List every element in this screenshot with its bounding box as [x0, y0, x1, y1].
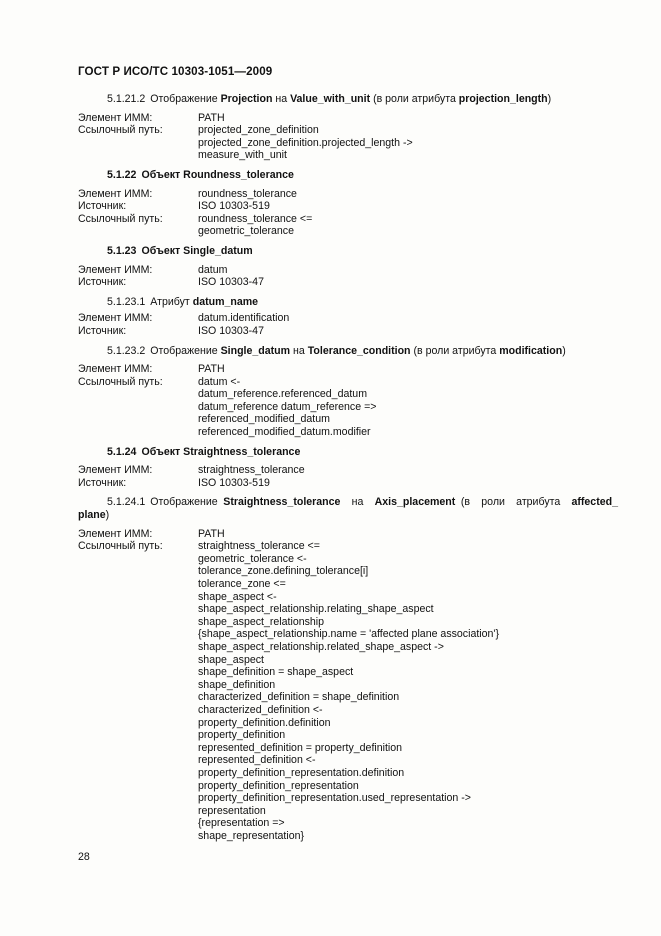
- mapping-row: [78, 188, 618, 201]
- mapping-row: [78, 691, 618, 704]
- field-value: shape_aspect_relationship: [198, 615, 325, 628]
- mapping-row: [78, 805, 618, 818]
- field-label: [78, 754, 198, 767]
- mapping-row: [78, 200, 618, 213]
- field-value: shape_aspect_relationship.relating_shape_aspect: [198, 603, 434, 616]
- mapping-row: [78, 363, 618, 376]
- section-heading: [107, 245, 618, 258]
- section-heading: [107, 446, 618, 459]
- mapping-row: [78, 325, 618, 338]
- section-number: 5.1.21.2: [107, 93, 146, 105]
- field-label: [78, 679, 198, 692]
- mapping-row: [78, 426, 618, 439]
- section-number: 5.1.24: [107, 445, 137, 458]
- field-value: property_definition.definition: [198, 716, 331, 729]
- field-value: PATH: [198, 363, 225, 376]
- field-value: represented_definition <-: [198, 754, 316, 767]
- field-value: datum_reference datum_reference =>: [198, 400, 377, 413]
- field-label: Источник:: [78, 324, 127, 337]
- heading-text: Tolerance_condition: [307, 344, 411, 357]
- heading-text: (в роли атрибута: [410, 344, 500, 357]
- heading-text: Roundness_tolerance: [183, 168, 294, 181]
- field-label: [78, 225, 198, 238]
- field-value: shape_aspect: [198, 653, 264, 666]
- mapping-row: [78, 477, 618, 490]
- field-label: [78, 780, 198, 793]
- section-number: 5.1.23.2: [107, 344, 146, 357]
- heading-text: на: [340, 496, 375, 509]
- field-label: [78, 817, 198, 830]
- heading-text: Value_with_unit: [290, 93, 371, 105]
- mapping-row: [78, 679, 618, 692]
- mapping-row: [78, 213, 618, 226]
- mapping-row: [78, 817, 618, 830]
- field-value: ISO 10303-47: [198, 324, 264, 337]
- field-value: referenced_modified_datum: [198, 413, 330, 426]
- heading-text: Straightness_tolerance: [223, 496, 341, 509]
- mapping-block: [78, 528, 618, 843]
- field-label: [78, 565, 198, 578]
- mapping-row: [78, 540, 618, 553]
- field-label: [78, 666, 198, 679]
- mapping-block: [78, 363, 618, 439]
- field-label: [78, 830, 198, 843]
- field-value: ISO 10303-47: [198, 276, 264, 289]
- field-label: [78, 591, 198, 604]
- field-value: characterized_definition = shape_definition: [198, 691, 400, 704]
- field-value: {shape_aspect_relationship.name = 'affected plane association'}: [198, 628, 499, 641]
- field-value: {representation =>: [198, 817, 285, 830]
- heading-text: Projection: [220, 93, 273, 105]
- field-label: Источник:: [78, 276, 127, 289]
- heading-text: ): [562, 344, 566, 357]
- mapping-row: [78, 388, 618, 401]
- heading-text: affected_ plane: [78, 496, 621, 522]
- field-value: representation: [198, 804, 266, 817]
- mapping-row: [78, 780, 618, 793]
- field-value: tolerance_zone.defining_tolerance[i]: [198, 565, 369, 578]
- field-value: shape_aspect <-: [198, 590, 277, 603]
- field-value: PATH: [198, 527, 225, 540]
- page-number: 28: [78, 851, 90, 863]
- mapping-row: [78, 553, 618, 566]
- mapping-row: [78, 376, 618, 389]
- mapping-row: [78, 137, 618, 150]
- field-label: [78, 767, 198, 780]
- field-label: [78, 137, 198, 150]
- heading-text: datum_name: [192, 295, 259, 308]
- mapping-row: [78, 792, 618, 805]
- field-label: [78, 717, 198, 730]
- mapping-row: [78, 264, 618, 277]
- field-value: shape_definition = shape_aspect: [198, 666, 354, 679]
- field-value: roundness_tolerance <=: [198, 212, 313, 225]
- heading-text: на: [272, 93, 291, 105]
- mapping-row: [78, 742, 618, 755]
- field-value: PATH: [198, 111, 225, 124]
- heading-text: (в роли атрибута: [370, 93, 459, 105]
- mapping-row: [78, 565, 618, 578]
- field-label: Ссылочный путь:: [78, 540, 163, 553]
- field-value: datum.identification: [198, 312, 290, 325]
- section-heading: [107, 93, 618, 106]
- field-label: Источник:: [78, 200, 127, 213]
- section-number: 5.1.22: [107, 168, 137, 181]
- mapping-block: [78, 464, 618, 489]
- mapping-block: [78, 188, 618, 238]
- field-value: geometric_tolerance: [198, 225, 294, 238]
- mapping-row: [78, 830, 618, 843]
- field-label: [78, 616, 198, 629]
- heading-text: projection_length: [458, 93, 548, 105]
- section-heading: [78, 496, 621, 522]
- heading-text: Отображение: [150, 344, 221, 357]
- field-value: datum <-: [198, 375, 241, 388]
- heading-text: (в роли атрибута: [455, 496, 572, 509]
- field-label: [78, 729, 198, 742]
- field-label: Элемент ИММ:: [78, 312, 153, 325]
- field-label: [78, 805, 198, 818]
- mapping-row: [78, 616, 618, 629]
- mapping-block: [78, 264, 618, 289]
- section-heading: [107, 345, 618, 358]
- field-label: [78, 401, 198, 414]
- mapping-row: [78, 704, 618, 717]
- field-label: Элемент ИММ:: [78, 263, 153, 276]
- field-label: [78, 388, 198, 401]
- field-label: [78, 578, 198, 591]
- field-value: property_definition_representation: [198, 779, 359, 792]
- field-value: characterized_definition <-: [198, 703, 323, 716]
- field-label: [78, 603, 198, 616]
- section-number: 5.1.23: [107, 244, 137, 257]
- field-label: Элемент ИММ:: [78, 111, 153, 124]
- mapping-row: [78, 578, 618, 591]
- field-value: tolerance_zone <=: [198, 578, 286, 590]
- mapping-row: [78, 654, 618, 667]
- field-value: represented_definition = property_definition: [198, 741, 403, 754]
- mapping-row: [78, 413, 618, 426]
- heading-text: Атрибут: [150, 295, 193, 308]
- field-label: [78, 413, 198, 426]
- field-value: projected_zone_definition: [198, 124, 319, 137]
- heading-text: Axis_placement: [374, 496, 456, 509]
- field-value: shape_representation}: [198, 829, 305, 842]
- heading-text: modification: [499, 344, 563, 357]
- mapping-block: [78, 112, 618, 162]
- field-label: [78, 426, 198, 439]
- field-label: [78, 654, 198, 667]
- heading-text: ): [547, 93, 552, 105]
- mapping-row: [78, 591, 618, 604]
- section-number: 5.1.23.1: [107, 295, 146, 308]
- mapping-row: [78, 729, 618, 742]
- field-value: roundness_tolerance: [198, 187, 297, 200]
- heading-text: Объект: [141, 244, 184, 257]
- mapping-row: [78, 124, 618, 137]
- field-value: referenced_modified_datum.modifier: [198, 426, 371, 439]
- field-label: [78, 691, 198, 704]
- field-value: straightness_tolerance <=: [198, 540, 320, 553]
- field-value: ISO 10303-519: [198, 476, 270, 489]
- mapping-row: [78, 641, 618, 654]
- field-label: Ссылочный путь:: [78, 212, 163, 225]
- field-value: property_definition_representation.used_representation ->: [198, 792, 471, 805]
- field-label: [78, 742, 198, 755]
- mapping-row: [78, 628, 618, 641]
- mapping-row: [78, 464, 618, 477]
- field-label: [78, 628, 198, 641]
- mapping-row: [78, 528, 618, 541]
- mapping-row: [78, 603, 618, 616]
- page-header: ГОСТ Р ИСО/ТС 10303-1051—2009: [78, 65, 273, 78]
- field-label: Ссылочный путь:: [78, 124, 163, 137]
- field-label: Элемент ИММ:: [78, 464, 153, 477]
- heading-text: Single_datum: [220, 344, 291, 357]
- field-value: measure_with_unit: [198, 149, 287, 162]
- heading-text: Отображение: [150, 93, 221, 105]
- mapping-row: [78, 717, 618, 730]
- heading-text: Объект: [141, 168, 184, 181]
- field-value: datum: [198, 263, 228, 276]
- field-label: Ссылочный путь:: [78, 375, 163, 388]
- field-label: Элемент ИММ:: [78, 527, 153, 540]
- field-label: Элемент ИММ:: [78, 187, 153, 200]
- field-label: [78, 704, 198, 717]
- field-label: [78, 149, 198, 162]
- mapping-row: [78, 401, 618, 414]
- heading-text: Отображение: [150, 496, 224, 509]
- mapping-row: [78, 312, 618, 325]
- field-value: ISO 10303-519: [198, 200, 270, 213]
- field-value: shape_aspect_relationship.related_shape_aspect ->: [198, 640, 444, 653]
- field-value: straightness_tolerance: [198, 464, 305, 477]
- mapping-row: [78, 112, 618, 125]
- mapping-row: [78, 666, 618, 679]
- field-value: datum_reference.referenced_datum: [198, 388, 368, 401]
- field-label: Источник:: [78, 476, 127, 489]
- field-label: [78, 792, 198, 805]
- field-value: geometric_tolerance <-: [198, 552, 307, 565]
- mapping-row: [78, 149, 618, 162]
- field-label: [78, 641, 198, 654]
- section-number: 5.1.24.1: [107, 496, 146, 509]
- field-label: [78, 553, 198, 566]
- field-value: property_definition_representation.definition: [198, 766, 405, 779]
- mapping-row: [78, 767, 618, 780]
- heading-text: Объект: [141, 445, 184, 458]
- mapping-row: [78, 754, 618, 767]
- mapping-row: [78, 225, 618, 238]
- section-heading: [107, 169, 618, 182]
- section-heading: [107, 296, 618, 309]
- heading-text: Straightness_tolerance: [183, 445, 301, 458]
- mapping-block: [78, 312, 618, 337]
- heading-text: Single_datum: [183, 244, 253, 257]
- field-value: projected_zone_definition.projected_length ->: [198, 136, 413, 149]
- mapping-row: [78, 276, 618, 289]
- document-body: [78, 93, 621, 849]
- field-label: Элемент ИММ:: [78, 363, 153, 376]
- field-value: shape_definition: [198, 678, 276, 691]
- field-value: property_definition: [198, 729, 286, 742]
- heading-text: ): [105, 509, 110, 522]
- heading-text: на: [290, 344, 308, 357]
